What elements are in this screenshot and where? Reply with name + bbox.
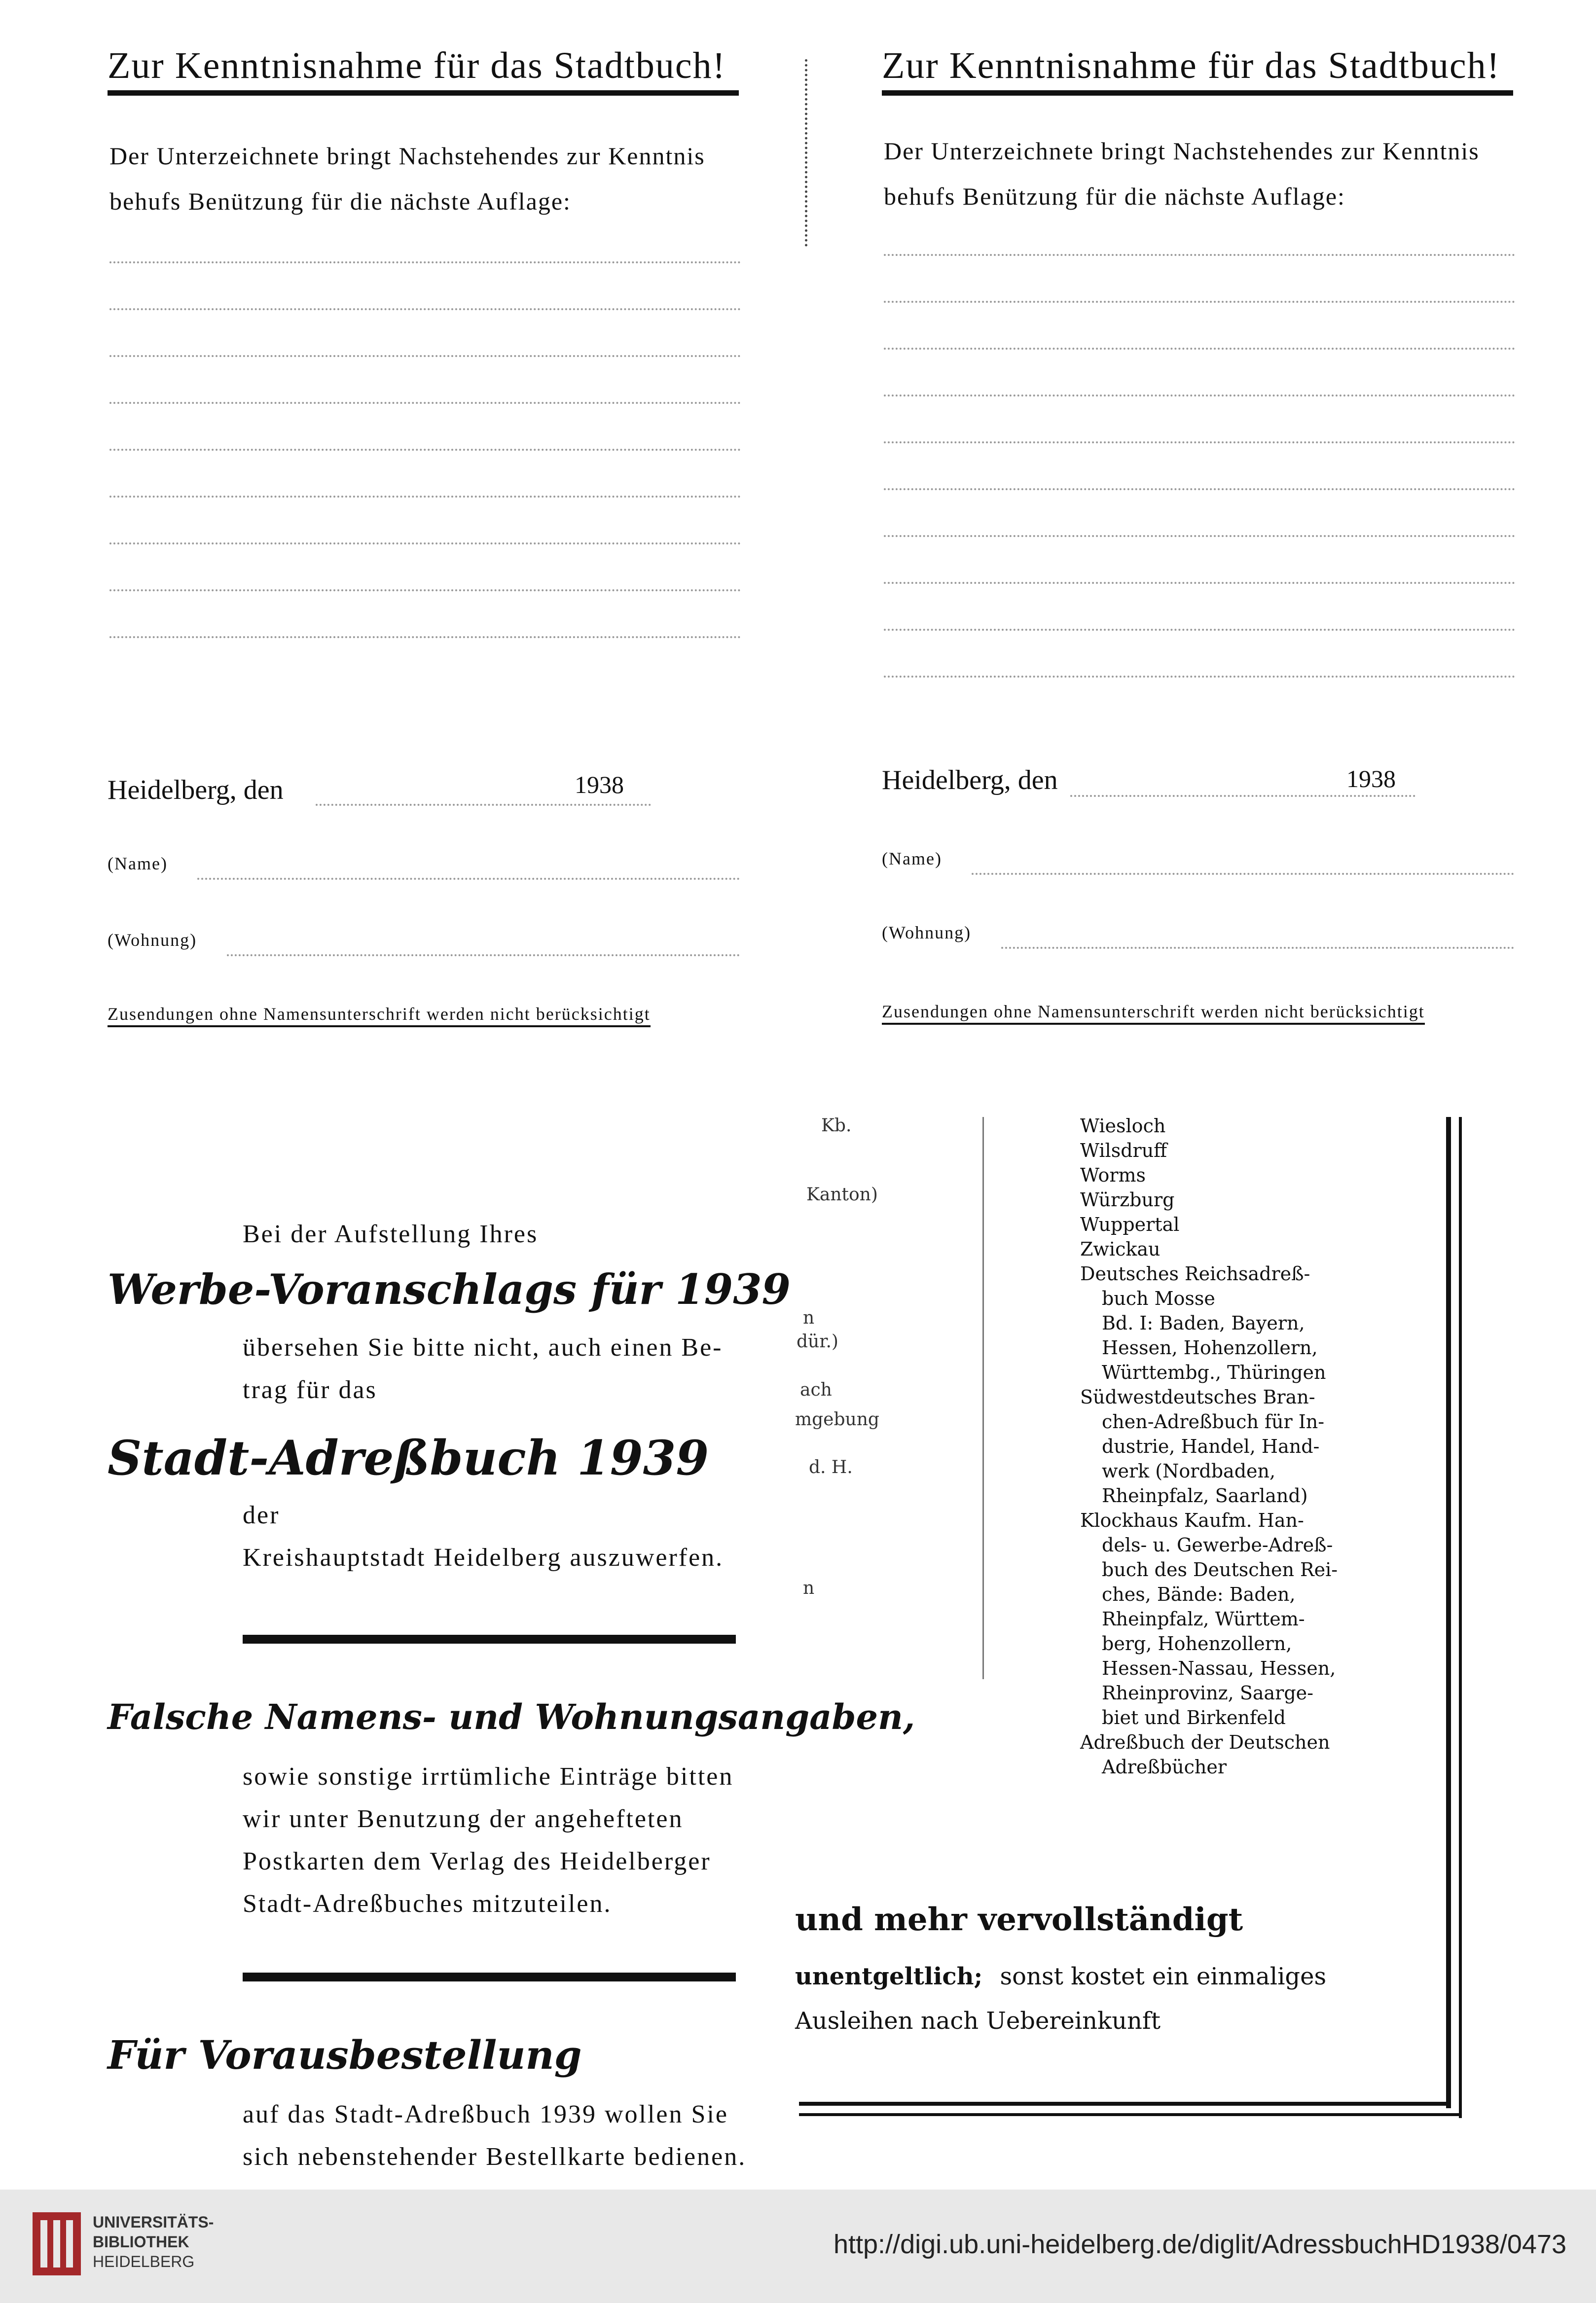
fragment-text: d. H. bbox=[809, 1457, 853, 1477]
free-of-charge: unentgeltlich; bbox=[795, 1963, 983, 1990]
dotted-line[interactable] bbox=[884, 441, 1515, 443]
dotted-line[interactable] bbox=[109, 402, 741, 404]
cost-text: sonst kostet ein einmaliges bbox=[1000, 1963, 1327, 1990]
book-heading: Stadt-Adreßbuch 1939 bbox=[108, 1430, 709, 1486]
frame-bottom bbox=[799, 2102, 1451, 2106]
list-item: dustrie, Handel, Hand- bbox=[1102, 1436, 1320, 1457]
list-item: Bd. I: Baden, Bayern, bbox=[1102, 1312, 1305, 1334]
footer-bar bbox=[0, 2190, 1596, 2303]
dotted-line[interactable] bbox=[109, 496, 741, 498]
advert-intro: Bei der Aufstellung Ihres bbox=[243, 1220, 539, 1248]
completed-heading: und mehr vervollständigt bbox=[795, 1901, 1243, 1938]
library-name-line: HEIDELBERG bbox=[93, 2253, 195, 2270]
card-intro-line: Der Unterzeichnete bringt Nachstehendes zur Kenntnis bbox=[884, 137, 1480, 165]
errors-line: wir unter Benutzung der angehefteten bbox=[243, 1805, 684, 1833]
order-line: sich nebenstehender Bestellkarte bedienen. bbox=[243, 2143, 747, 2171]
loan-line: Ausleihen nach Uebereinkunft bbox=[795, 2007, 1161, 2035]
dotted-line[interactable] bbox=[884, 254, 1515, 256]
dotted-line[interactable] bbox=[109, 449, 741, 451]
fragment-text: mgebung bbox=[795, 1409, 879, 1430]
list-item: berg, Hohenzollern, bbox=[1102, 1633, 1292, 1655]
dotted-line[interactable] bbox=[884, 395, 1515, 396]
list-item: Rheinpfalz, Württem- bbox=[1102, 1608, 1305, 1630]
list-item: Rheinpfalz, Saarland) bbox=[1102, 1485, 1308, 1507]
list-item: Zwickau bbox=[1080, 1238, 1161, 1260]
dotted-line[interactable] bbox=[109, 636, 741, 638]
advert-line: der bbox=[243, 1501, 280, 1529]
frame-bottom-outer bbox=[799, 2113, 1462, 2116]
budget-heading: Werbe-Voranschlags für 1939 bbox=[108, 1265, 791, 1314]
card-left bbox=[99, 44, 745, 1041]
dotted-line[interactable] bbox=[109, 355, 741, 357]
errors-heading: Falsche Namens- und Wohnungsangaben, bbox=[108, 1696, 915, 1737]
date-line[interactable] bbox=[316, 804, 651, 806]
year-label: 1938 bbox=[1346, 765, 1396, 792]
errors-line: Postkarten dem Verlag des Heidelberger bbox=[243, 1847, 711, 1875]
list-item: Würzburg bbox=[1080, 1189, 1175, 1211]
dotted-line[interactable] bbox=[109, 261, 741, 263]
dotted-line[interactable] bbox=[884, 348, 1515, 350]
column-divider bbox=[982, 1117, 984, 1679]
list-item: ches, Bände: Baden, bbox=[1102, 1583, 1296, 1605]
card-footer-note: Zusendungen ohne Namensunterschrift werden nicht berücksichtigt bbox=[108, 1004, 651, 1027]
list-item: Wuppertal bbox=[1080, 1214, 1180, 1235]
card-intro-line: behufs Benützung für die nächste Auflage: bbox=[884, 182, 1345, 210]
dotted-line[interactable] bbox=[884, 488, 1515, 490]
list-item: werk (Nordbaden, bbox=[1102, 1460, 1276, 1482]
fragment-text: n bbox=[803, 1578, 815, 1598]
source-url-link[interactable]: http://digi.ub.uni-heidelberg.de/diglit/AdressbuchHD1938/0473 bbox=[833, 2230, 1566, 2259]
name-line[interactable] bbox=[197, 878, 740, 880]
card-intro bbox=[884, 128, 1520, 219]
dotted-line[interactable] bbox=[109, 542, 741, 544]
cost-line bbox=[795, 1963, 1326, 1990]
name-line[interactable] bbox=[972, 873, 1514, 875]
advert-line: trag für das bbox=[243, 1376, 377, 1404]
advert-line: Kreishauptstadt Heidelberg auszuwerfen. bbox=[243, 1544, 724, 1572]
card-title: Zur Kenntnisnahme für das Stadtbuch! bbox=[108, 44, 739, 96]
dotted-line[interactable] bbox=[109, 589, 741, 591]
order-line: auf das Stadt-Adreßbuch 1939 wollen Sie bbox=[243, 2100, 728, 2128]
library-name-line: BIBLIOTHEK bbox=[93, 2233, 189, 2251]
list-item: buch Mosse bbox=[1102, 1288, 1215, 1309]
address-line[interactable] bbox=[1001, 947, 1514, 949]
date-line[interactable] bbox=[1070, 795, 1415, 797]
fragment-text: Kanton) bbox=[806, 1185, 878, 1205]
year-label: 1938 bbox=[575, 771, 624, 798]
perforation bbox=[805, 59, 810, 247]
address-label: (Wohnung) bbox=[108, 930, 197, 950]
list-item: dels- u. Gewerbe-Adreß- bbox=[1102, 1534, 1333, 1556]
frame-right bbox=[1446, 1117, 1451, 2108]
list-item: Klockhaus Kaufm. Han- bbox=[1080, 1510, 1304, 1531]
library-name-line: UNIVERSITÄTS- bbox=[93, 2213, 214, 2231]
heavy-rule bbox=[243, 1635, 736, 1644]
list-item: Württembg., Thüringen bbox=[1102, 1362, 1326, 1383]
advert-line: übersehen Sie bitte nicht, auch einen Be- bbox=[243, 1333, 723, 1362]
card-intro bbox=[109, 133, 746, 224]
errors-line: sowie sonstige irrtümliche Einträge bitten bbox=[243, 1763, 734, 1791]
library-logo-icon bbox=[30, 2209, 84, 2278]
card-title: Zur Kenntnisnahme für das Stadtbuch! bbox=[882, 44, 1513, 96]
errors-line: Stadt-Adreßbuches mitzuteilen. bbox=[243, 1890, 612, 1918]
list-item: Worms bbox=[1080, 1164, 1146, 1186]
list-item: Deutsches Reichsadreß- bbox=[1080, 1263, 1310, 1285]
dotted-line[interactable] bbox=[884, 301, 1515, 303]
list-item: buch des Deutschen Rei- bbox=[1102, 1559, 1338, 1581]
list-item: Hessen, Hohenzollern, bbox=[1102, 1337, 1318, 1359]
dotted-line[interactable] bbox=[109, 308, 741, 310]
list-item: Adreßbücher bbox=[1102, 1756, 1227, 1778]
list-item: Südwestdeutsches Bran- bbox=[1080, 1386, 1315, 1408]
order-heading: Für Vorausbestellung bbox=[108, 2032, 582, 2078]
card-intro-line: Der Unterzeichnete bringt Nachstehendes zur Kenntnis bbox=[109, 142, 705, 170]
fragment-text: ach bbox=[800, 1380, 832, 1400]
list-item: Adreßbuch der Deutschen bbox=[1080, 1731, 1330, 1753]
card-footer-note: Zusendungen ohne Namensunterschrift werden nicht berücksichtigt bbox=[882, 1001, 1425, 1025]
card-intro-line: behufs Benützung für die nächste Auflage: bbox=[109, 187, 571, 215]
address-label: (Wohnung) bbox=[882, 923, 972, 942]
dotted-line[interactable] bbox=[884, 582, 1515, 584]
list-item: Hessen-Nassau, Hessen, bbox=[1102, 1657, 1336, 1679]
library-name bbox=[93, 2212, 214, 2271]
list-item: biet und Birkenfeld bbox=[1102, 1707, 1286, 1728]
fragment-text: n bbox=[803, 1308, 815, 1328]
list-item: Wiesloch bbox=[1080, 1115, 1166, 1137]
dotted-line[interactable] bbox=[884, 535, 1515, 537]
name-label: (Name) bbox=[882, 849, 942, 868]
list-item: Wilsdruff bbox=[1080, 1140, 1167, 1161]
address-line[interactable] bbox=[227, 954, 740, 956]
place-label: Heidelberg, den bbox=[882, 765, 1058, 795]
name-label: (Name) bbox=[108, 854, 168, 873]
frame-right-inner bbox=[1459, 1117, 1462, 2118]
fragment-text: dür.) bbox=[797, 1331, 838, 1352]
list-item: Rheinprovinz, Saarge- bbox=[1102, 1682, 1314, 1704]
list-item: chen-Adreßbuch für In- bbox=[1102, 1411, 1325, 1433]
dotted-line[interactable] bbox=[884, 629, 1515, 631]
dotted-line[interactable] bbox=[884, 676, 1515, 678]
place-label: Heidelberg, den bbox=[108, 775, 284, 805]
town-list bbox=[1080, 1114, 1445, 1779]
heavy-rule bbox=[243, 1973, 736, 1981]
fragment-text: Kb. bbox=[821, 1116, 852, 1136]
card-right bbox=[873, 44, 1519, 1041]
